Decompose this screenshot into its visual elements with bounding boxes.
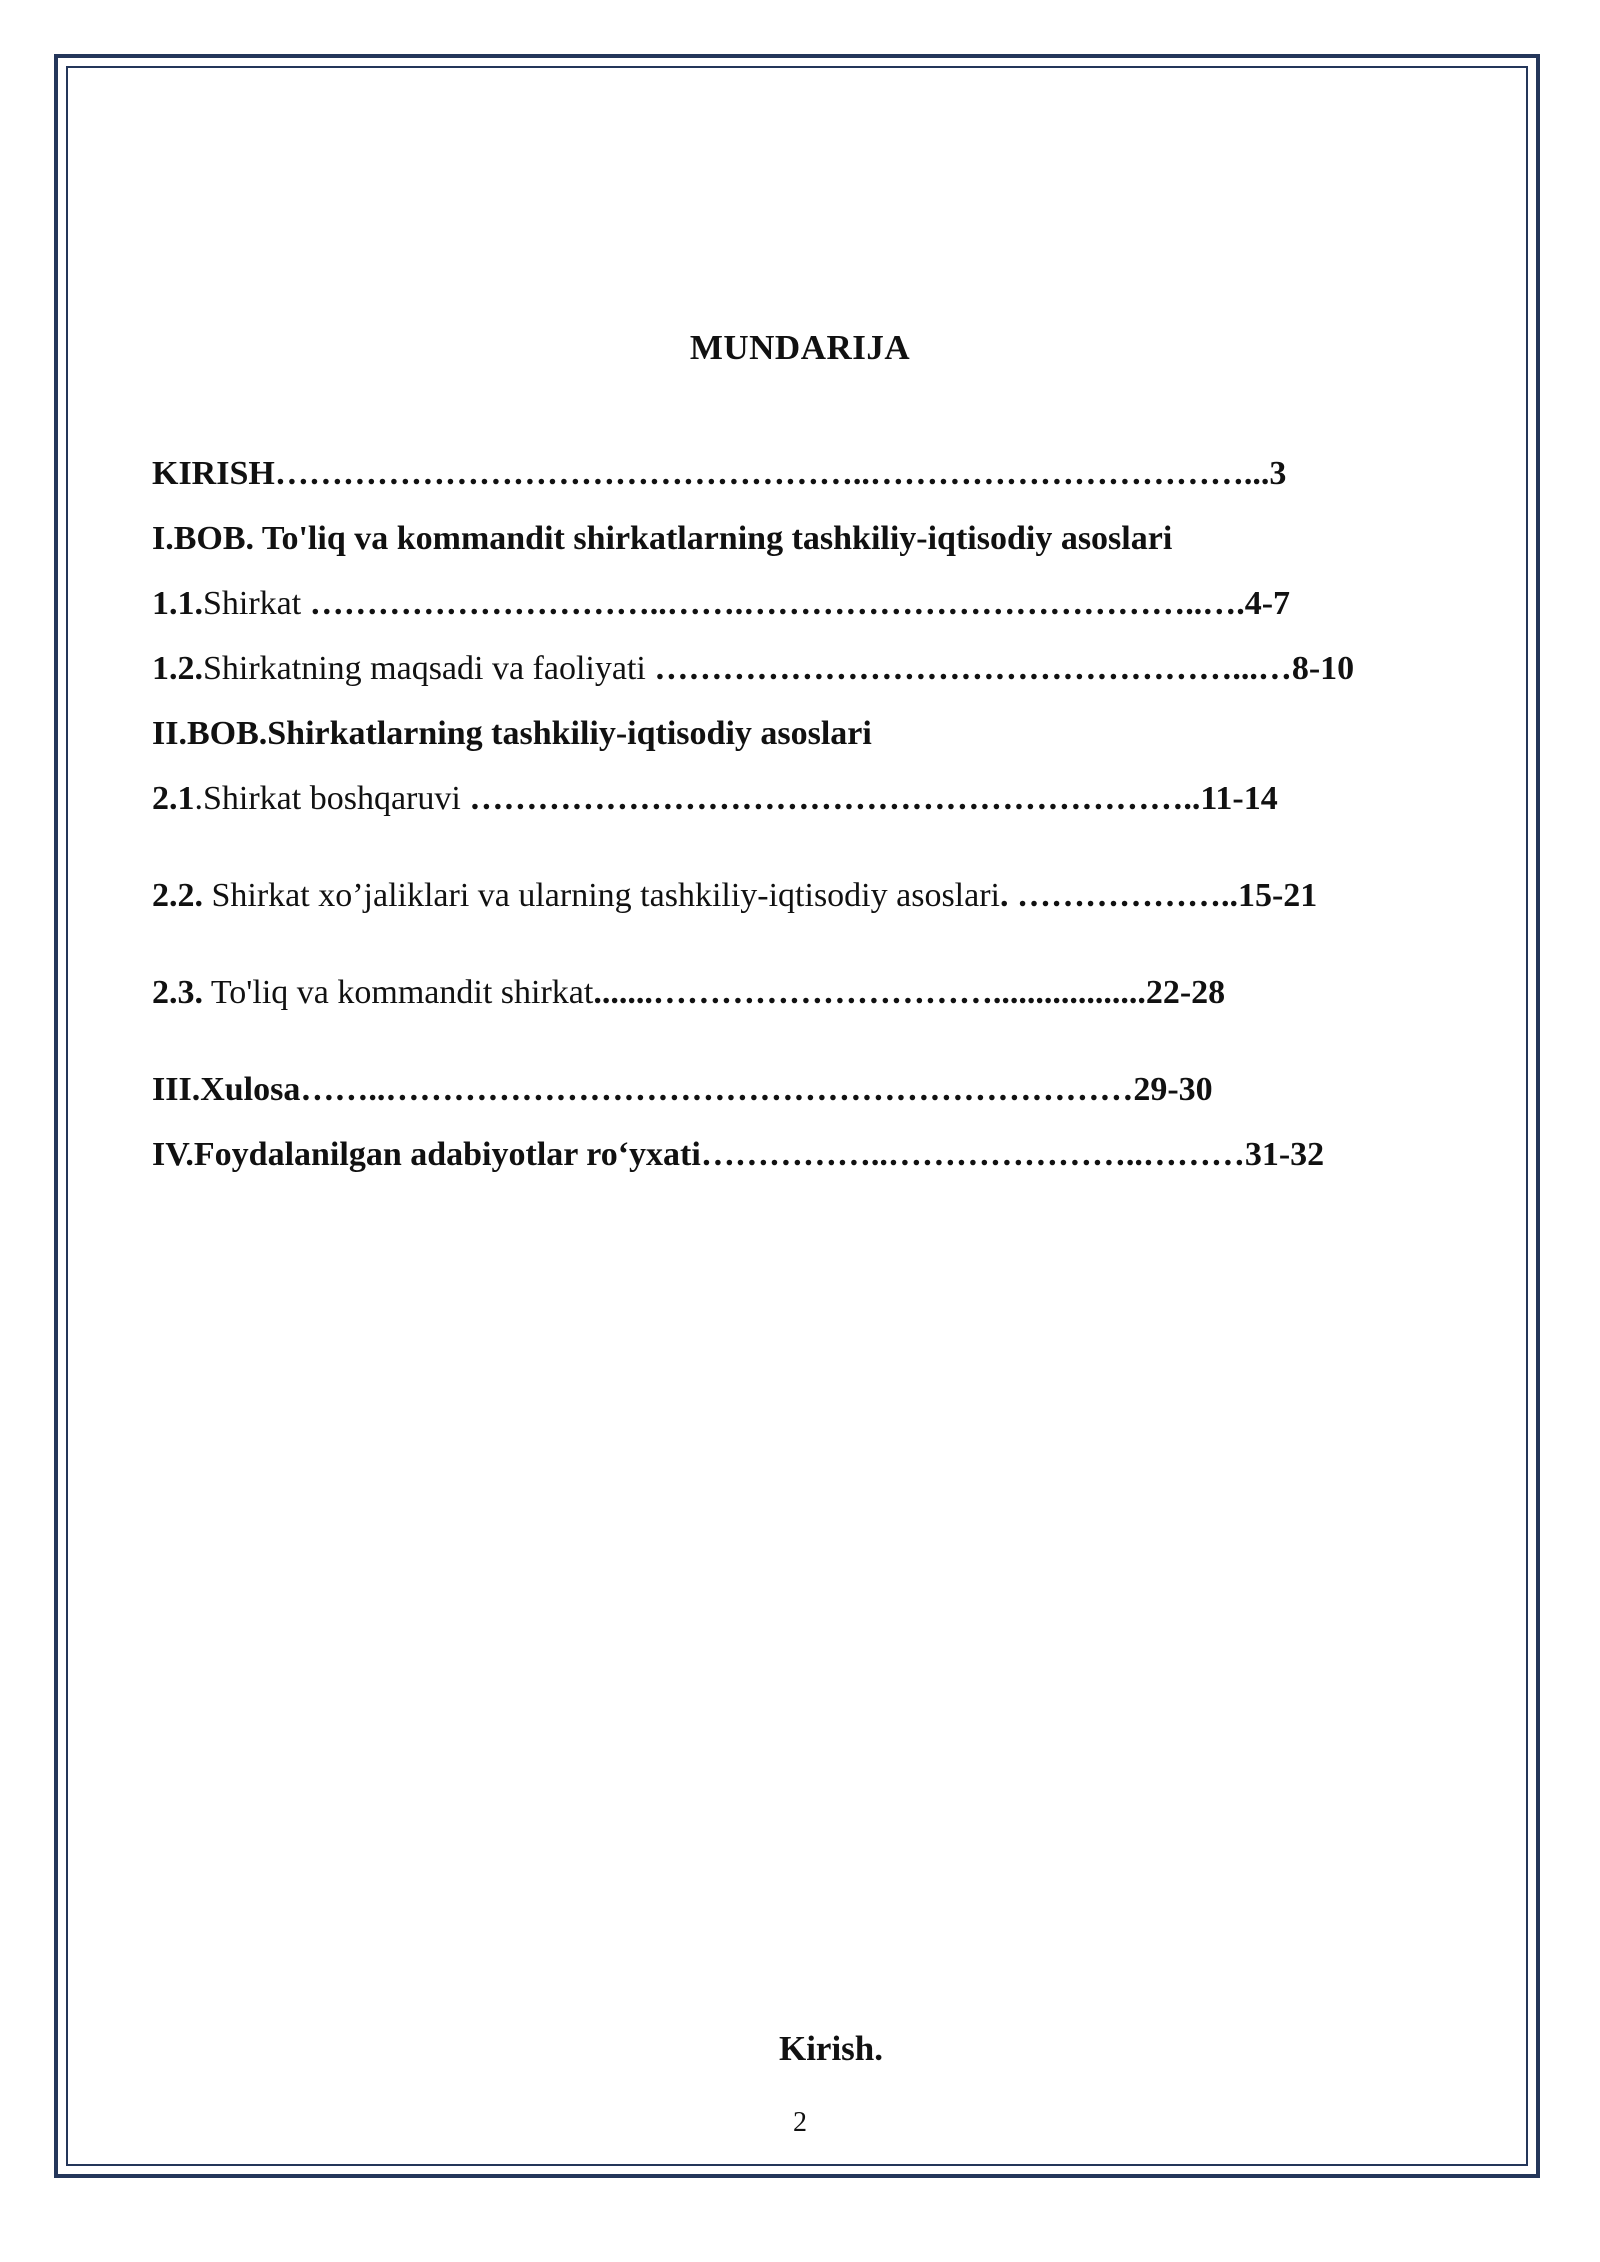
- toc-entry-references[interactable]: [152, 1133, 1324, 1177]
- toc-leader: …………………………..…….…………………………………..…: [301, 585, 1237, 622]
- toc-page: .11-14: [1191, 780, 1278, 817]
- toc-entry-2-3[interactable]: [152, 971, 1225, 1015]
- toc-entry-kirish[interactable]: [152, 452, 1286, 496]
- toc-entry-1-2[interactable]: [152, 647, 1354, 691]
- toc-entry-text: .Shirkat boshqaruvi: [194, 780, 461, 817]
- toc-leader: ……………..…………………..………: [700, 1136, 1245, 1173]
- toc-entry-text: I.BOB. To'liq va kommandit shirkatlarning tashkiliy-iqtisodiy asoslari: [152, 520, 1173, 557]
- toc-entry-2-1[interactable]: [152, 777, 1278, 821]
- toc-entry-number: 1.1.: [152, 585, 203, 622]
- toc-entry-chapter-1[interactable]: [152, 517, 1172, 561]
- toc-entry-number: 1.2.: [152, 650, 203, 687]
- toc-entry-text: KIRISH: [152, 455, 275, 492]
- toc-page: 29-30: [1133, 1071, 1213, 1108]
- toc-entry-2-2[interactable]: [152, 874, 1317, 918]
- toc-entry-text: Shirkat xo’jaliklari va ularning tashkiliy-iqtisodiy asoslari: [203, 877, 1000, 914]
- toc-leader: . ………………..: [999, 877, 1238, 914]
- toc-leader: ……………………………………………………….: [460, 780, 1192, 817]
- toc-entry-1-1[interactable]: [152, 582, 1290, 626]
- toc-entry-text: Shirkat: [203, 585, 302, 622]
- toc-entry-number: 2.3.: [152, 974, 203, 1011]
- toc-page: 22-28: [1145, 974, 1226, 1011]
- toc-leader: ……..…………………………………………………………: [300, 1071, 1134, 1108]
- toc-entry-text: IV.Foydalanilgan adabiyotlar ro‘yxati: [152, 1136, 701, 1173]
- page-border-outer: [54, 54, 1540, 2178]
- page-border-inner: [66, 66, 1528, 2166]
- toc-entry-number: 2.2.: [152, 877, 203, 914]
- toc-page: 8-10: [1291, 650, 1355, 687]
- toc-leader: ……………………………………………...…: [645, 650, 1292, 687]
- toc-entry-conclusion[interactable]: [152, 1068, 1213, 1112]
- section-heading: Kirish.: [778, 2029, 884, 2068]
- toc-title: MUNDARIJA: [689, 328, 911, 367]
- toc-entry-text: Shirkatning maqsadi va faoliyati: [203, 650, 646, 687]
- toc-entry-text: III.Xulosa: [152, 1071, 301, 1108]
- toc-page: 15-21: [1237, 877, 1318, 914]
- toc-entry-text: II.BOB.Shirkatlarning tashkiliy-iqtisodiy asoslari: [152, 715, 872, 752]
- page-number: 2: [793, 2107, 807, 2138]
- toc-entry-text: To'liq va kommandit shirkat: [203, 974, 594, 1011]
- toc-leader: ……………………………………………..……………………………...: [274, 455, 1270, 492]
- toc-leader: .......…………………………..................: [593, 974, 1146, 1011]
- toc-entry-number: 2.1: [152, 780, 195, 817]
- toc-page: 3: [1269, 455, 1287, 492]
- toc-entry-chapter-2[interactable]: [152, 712, 872, 756]
- toc-page: .4-7: [1236, 585, 1291, 622]
- toc-page: 31-32: [1244, 1136, 1325, 1173]
